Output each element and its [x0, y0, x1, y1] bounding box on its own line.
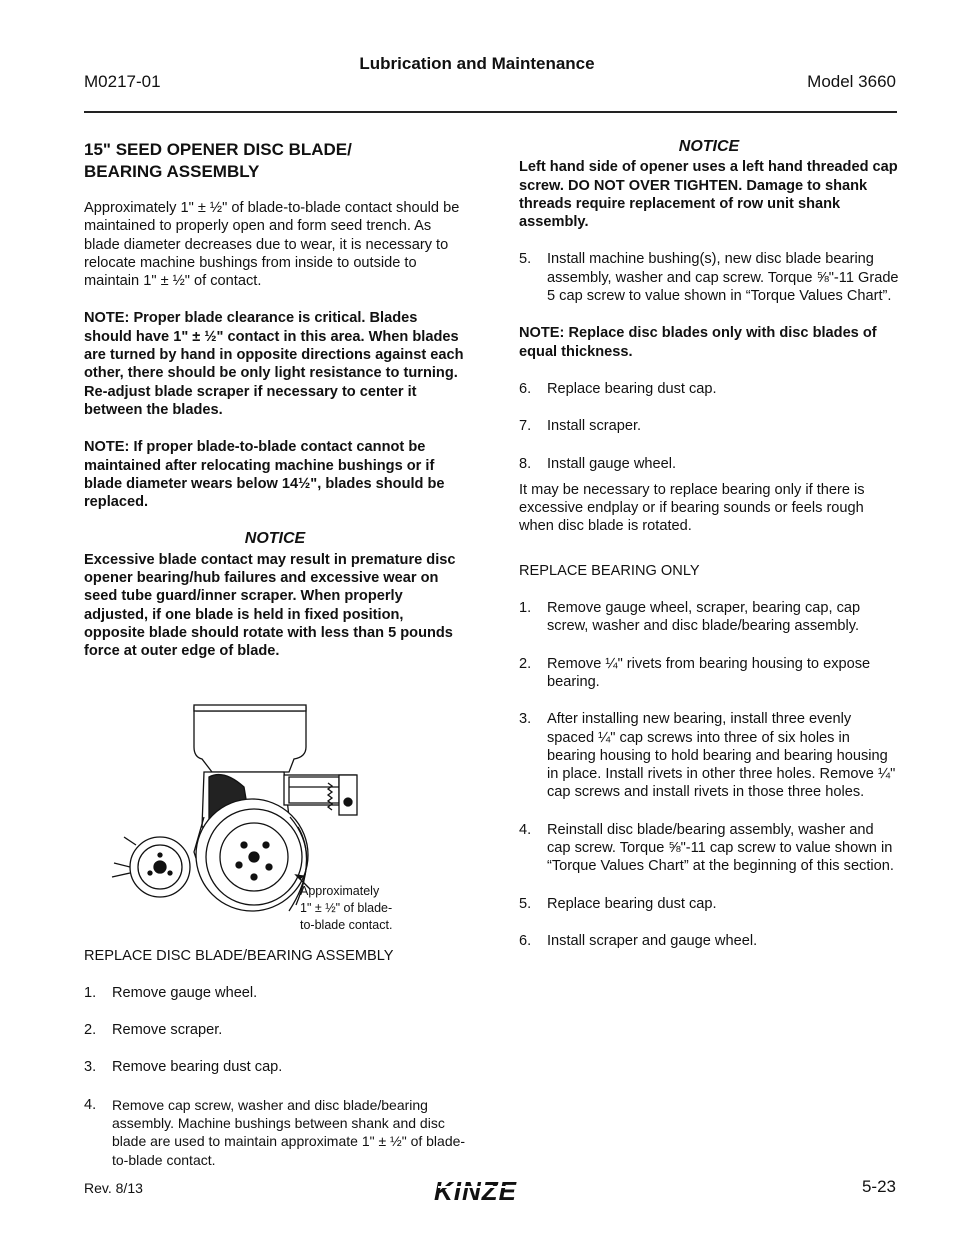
- logo-wordmark: KINZE: [434, 1176, 517, 1206]
- step-text: Remove gauge wheel.: [112, 984, 258, 1001]
- figure-caption: [300, 883, 392, 934]
- step-number: 2.: [84, 1022, 97, 1039]
- notice-title: NOTICE: [678, 138, 740, 155]
- intro-paragraph: Approximately 1" ± ½" of blade-to-blade contact should be maintained to properly open and form seed trench. As blade diameter decreases due to wear, it is necessary to relocate machine bushings from inside to outside to maintain 1" ± ½" of contact.: [84, 200, 460, 290]
- replace-assembly-steps: [84, 984, 466, 1169]
- list-item: [84, 1096, 466, 1169]
- step-text: Remove cap screw, washer and disc blade/bearing assembly. Machine bushings between shank and disc blade are used to maintain approximate 1" ± ½" of blade-to-blade contact.: [112, 1096, 466, 1168]
- step-number: 3.: [84, 1059, 97, 1076]
- list-item: [519, 710, 899, 801]
- list-item: [519, 932, 899, 950]
- model-label: Model 3660: [807, 72, 896, 91]
- caption-line-2: 1" ± ½" of blade-: [300, 900, 393, 915]
- list-item: [519, 821, 899, 876]
- page-heading: [84, 139, 466, 183]
- right-column: [519, 138, 899, 969]
- step-number: 2.: [519, 655, 532, 672]
- caption-line-1: Approximately: [300, 883, 380, 898]
- heading-line-2: BEARING ASSEMBLY: [84, 162, 260, 181]
- step-text: Replace bearing dust cap.: [547, 895, 717, 912]
- list-item: [84, 984, 466, 1002]
- document-number: M0217-01: [84, 72, 161, 91]
- step-number: 4.: [519, 821, 532, 838]
- page-number: 5-23: [861, 1177, 896, 1196]
- step-text: Remove gauge wheel, scraper, bearing cap, cap screw, washer and disc blade/bearing assembly.: [547, 600, 861, 635]
- list-item: [519, 895, 899, 913]
- list-item: [84, 1058, 466, 1076]
- notice-text: Left hand side of opener uses a left hand threaded cap screw. DO NOT OVER TIGHTEN. Damage to shank threads require replacement of row unit shank assembly.: [519, 159, 898, 231]
- notice-title: NOTICE: [244, 530, 306, 548]
- replace-bearing-heading: REPLACE BEARING ONLY: [519, 562, 700, 579]
- replace-assembly-heading: REPLACE DISC BLADE/BEARING ASSEMBLY: [84, 947, 394, 964]
- step-number: 3.: [519, 711, 532, 728]
- row-unit-drawing: [84, 677, 466, 927]
- step-text: Install gauge wheel.: [547, 455, 676, 472]
- step-text: Install scraper and gauge wheel.: [547, 932, 758, 949]
- header-divider: [84, 111, 897, 113]
- notice-text: Excessive blade contact may result in premature disc opener bearing/hub failures and excessive wear on seed tube guard/inner scraper. When properly adjusted, if one blade is held in fixed position, opposite blade should rotate with less than 5 pounds force at outer edge of blade.: [84, 551, 456, 660]
- step-number: 7.: [519, 418, 532, 435]
- list-item: [519, 417, 899, 435]
- list-item: [519, 455, 899, 473]
- disc-thickness-note: NOTE: Replace disc blades only with disc blades of equal thickness.: [519, 325, 877, 360]
- step-text: Install machine bushing(s), new disc blade bearing assembly, washer and cap screw. Torque ⅝"-11 Grade 5 cap screw to value shown in “Torque Values Chart”.: [547, 251, 899, 305]
- kinze-logo-mark: [430, 1176, 550, 1206]
- blade-clearance-note: NOTE: Proper blade clearance is critical. Blades should have 1" ± ½" contact in this area. When blades are turned by hand in opposite directions against each other, there should be only light resistance to turning. Re-adjust blade scraper if necessary to center it between the blades.: [84, 310, 464, 418]
- list-item: [519, 250, 899, 305]
- step-text: Replace bearing dust cap.: [547, 380, 717, 397]
- heading-line-1: 15" SEED OPENER DISC BLADE/: [84, 140, 352, 159]
- list-item: [519, 380, 899, 398]
- revision-label: Rev. 8/13: [84, 1180, 143, 1196]
- step-text: After installing new bearing, install three evenly spaced ¼" cap screws into three of six holes in bearing housing to hold bearing and bearing housing in place. Install rivets in other three holes. Remove ¼" cap screws and install rivets in those three holes.: [547, 711, 896, 801]
- left-column: [84, 139, 466, 1188]
- step-text: Remove scraper.: [112, 1022, 223, 1039]
- bearing-paragraph: It may be necessary to replace bearing only if there is excessive endplay or if bearing sounds or feels rough when disc blade is rotated.: [519, 481, 865, 535]
- step-text: Remove ¼" rivets from bearing housing to expose bearing.: [547, 655, 871, 690]
- step-text: Remove bearing dust cap.: [112, 1059, 283, 1076]
- step-number: 6.: [519, 380, 532, 397]
- step-number: 5.: [519, 895, 532, 912]
- step-number: 5.: [519, 251, 532, 268]
- list-item: [84, 1021, 466, 1039]
- notice-box: [519, 138, 899, 231]
- step-text: Reinstall disc blade/bearing assembly, washer and cap screw. Torque ⅝"-11 cap screw to value shown in “Torque Values Chart” at the beginning of this section.: [547, 821, 894, 875]
- step-number: 1.: [519, 600, 532, 617]
- caption-line-3: to-blade contact.: [300, 917, 393, 932]
- step-number: 4.: [84, 1096, 97, 1113]
- kinze-logo: [430, 1176, 550, 1211]
- step-number: 1.: [84, 984, 97, 1001]
- notice-box: [84, 530, 466, 660]
- list-item: [519, 655, 899, 692]
- blade-replacement-note: NOTE: If proper blade-to-blade contact cannot be maintained after relocating machine bushings or if blade diameter wears below 14½", blades should be replaced.: [84, 439, 445, 511]
- step-number: 6.: [519, 932, 532, 949]
- list-item: [519, 599, 899, 636]
- section-title: Lubrication and Maintenance: [359, 54, 595, 73]
- step-number: 8.: [519, 455, 532, 472]
- replace-bearing-steps: [519, 599, 899, 950]
- disc-opener-illustration: [84, 677, 466, 932]
- step-text: Install scraper.: [547, 418, 642, 435]
